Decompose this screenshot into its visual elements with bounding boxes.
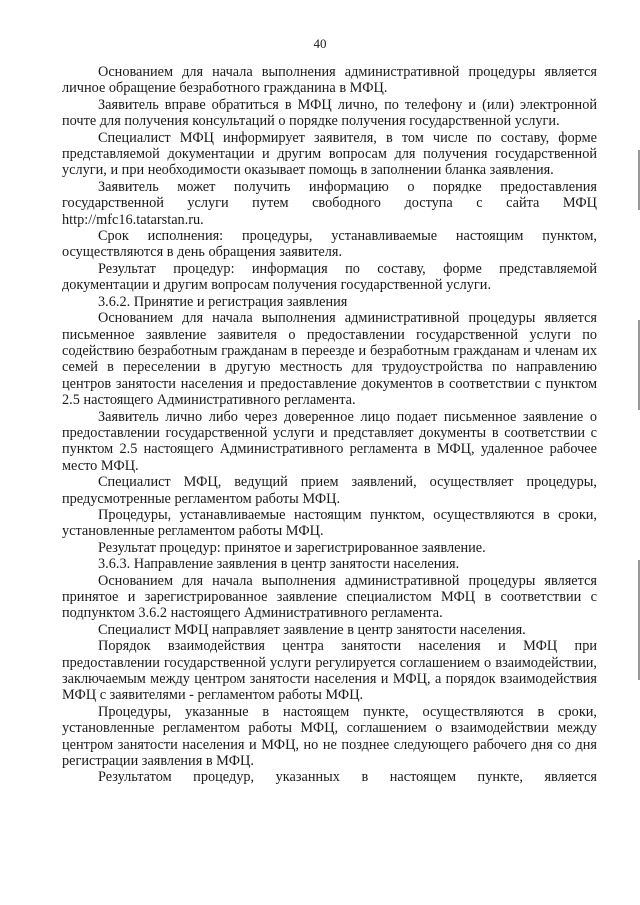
paragraph: Процедуры, устанавливаемые настоящим пунктом, осуществляются в сроки, установленные регламентом работы МФЦ. [62,506,597,540]
paragraph: Специалист МФЦ, ведущий прием заявлений, осуществляет процедуры, предусмотренные регламентом работы МФЦ. [62,474,597,507]
paragraph: Основанием для начала выполнения административной процедуры является личное обращение безработного гражданина в МФЦ. [62,64,597,97]
paragraph: Основанием для начала выполнения административной процедуры является принятое и зарегистрированное заявление специалистом МФЦ в соответствии с подпунктом 3.6.2 настоящего Административного регламента. [62,572,597,622]
page-number: 40 [313,36,327,51]
paragraph: Срок исполнения: процедуры, устанавливаемые настоящим пунктом, осуществляются в день обращения заявителя. [62,228,597,261]
paragraph: Специалист МФЦ направляет заявление в центр занятости населения. [98,621,526,638]
paragraph: Заявитель может получить информацию о порядке предоставления государственной услуги путем свободного доступа с сайта МФЦ http://mfc16.tatarstan.ru. [62,178,597,228]
paragraph: Результатом процедур, указанных в настоящем пункте, является [98,769,597,786]
paragraph: Процедуры, указанные в настоящем пункте, осуществляются в сроки, установленные регламентом работы МФЦ, соглашением о взаимодействии между центром занятости населения и МФЦ, но не позднее следующего рабочего дня со дня регистрации заявления в МФЦ. [62,703,597,770]
paragraph: Основанием для начала выполнения административной процедуры является письменное заявление заявителя о предоставлении государственной услуги по содействию безработным гражданам в переезде и безработным гражданам и членам их семей в переселении в другую местность для трудоустройства по направлению центров занятости населения и предоставление документов в соответствии с пунктом 2.5 настоящего Административного регламента. [62,310,597,409]
section-heading: 3.6.3. Направление заявления в центр занятости населения. [98,556,460,573]
paragraph: Заявитель лично либо через доверенное лицо подает письменное заявление о предоставлении государственной услуги и представляет документы в соответствии с пунктом 2.5 настоящего Административного регламента в МФЦ, удаленное рабочее место МФЦ. [62,408,597,474]
paragraph: Порядок взаимодействия центра занятости населения и МФЦ при предоставлении государственной услуги регулируется соглашением о взаимодействии, заключаемым между центром занятости населения и МФЦ, а порядок взаимодействия МФЦ с заявителями - регламентом работы МФЦ. [62,638,597,704]
paragraph: Результат процедур: информация по составу, форме представляемой документации и другим вопросам получения государственной услуги. [62,260,597,294]
paragraph: Заявитель вправе обратиться в МФЦ лично, по телефону и (или) электронной почте для получения консультаций о порядке получения государственной услуги. [62,96,597,130]
paragraph: Результат процедур: принятое и зарегистрированное заявление. [98,539,486,556]
document-body [62,64,597,786]
section-heading: 3.6.2. Принятие и регистрация заявления [98,293,348,310]
paragraph: Специалист МФЦ информирует заявителя, в том числе по составу, форме представляемой документации и другим вопросам для получения государственной услуги, и при необходимости оказывает помощь в заполнении бланка заявления. [62,129,597,179]
